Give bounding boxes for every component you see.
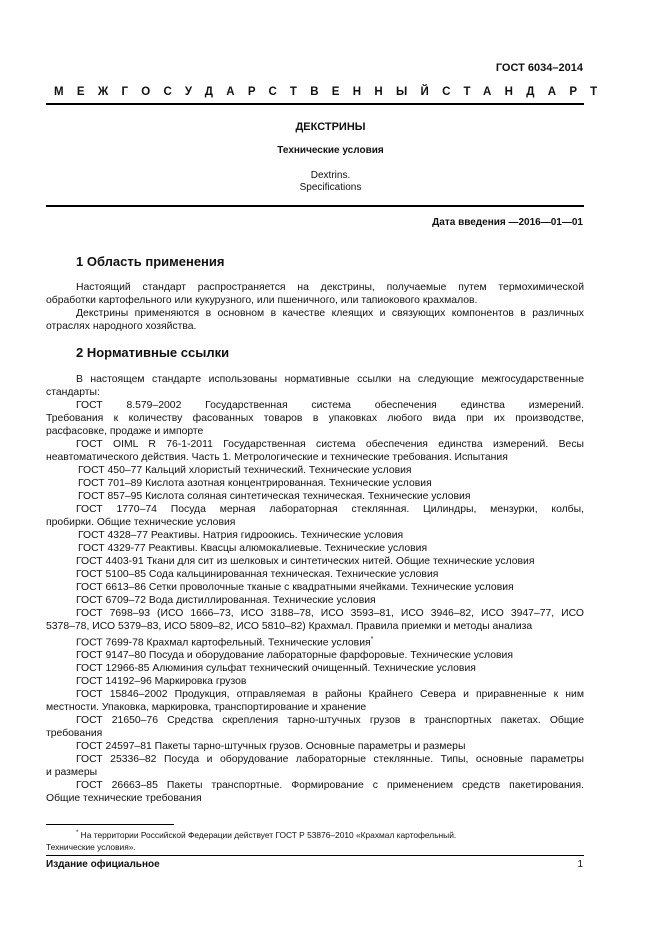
doc-code: ГОСТ 6034–2014 [495,62,583,74]
intro-date: Дата введения —2016—01—01 [432,217,583,228]
title-rule [46,205,584,207]
text-line: В настоящем стандарте использованы нормативные ссылки на следующие межгосударственные [76,374,584,385]
text-line: стандарты: [46,387,100,398]
doc-subtitle: Технические условия [277,145,384,156]
doc-title: ДЕКСТРИНЫ [295,121,366,133]
text-line: отраслях народного хозяйства. [46,321,197,332]
en-title: Dextrins. [310,170,351,181]
text-line: ГОСТ 7698–93 (ИСО 1666–73, ИСО 3188–78, ИСО 3593–81, ИСО 3946–82, ИСО 3947–77, ИСО [76,608,584,619]
text-line: и размеры [46,767,98,779]
text-line: ГОСТ 450–77 Кальций хлористый технический. Технические условия [78,465,412,476]
text-line: ГОСТ 12966-85 Алюминия сульфат технический очищенный. Технические условия [76,663,476,675]
section-2-heading: 2 Нормативные ссылки [76,345,230,360]
text-line: 5378–78, ИСО 5379–83, ИСО 5809–82, ИСО 5810–82) Крахмал. Правила приемки и методы анализа [46,621,533,632]
banner-right: СТАНДАРТ [442,86,611,98]
text-line-content: ГОСТ 7699-78 Крахмал картофельный. Технические условия [76,637,371,649]
footnote-text: На территории Российской Федерации действует ГОСТ Р 53876–2010 «Крахмал картофельный. [80,830,457,840]
text-line: ГОСТ 14192–96 Маркировка грузов [76,676,247,688]
text-line: ГОСТ 8.579–2002 Государственная система обеспечения единства измерений. [76,400,584,411]
text-line: ГОСТ 701–89 Кислота азотная концентрированная. Технические условия [78,478,432,489]
section-1-heading: 1 Область применения [76,254,225,269]
text-line: пробирки. Общие технические условия [46,517,236,528]
text-line: ГОСТ 9147–80 Посуда и оборудование лабораторные фарфоровые. Технические условия [76,650,513,662]
text-line: Требования к количеству фасованных товаров в упаковках любого вида при их производстве, [46,413,584,424]
page-number: 1 [577,859,583,870]
edition-label: Издание официальное [46,859,160,870]
text-line: расфасовке, продаже и импорте [46,426,204,437]
text-line: ГОСТ 4329-77 Реактивы. Квасцы алюмокалиевые. Технические условия [78,543,428,554]
standard-banner [54,86,611,98]
text-line: ГОСТ OIML R 76-1-2011 Государственная система обеспечения единства измерений. Весы [76,439,584,450]
doc-title-english [0,170,661,194]
banner-left: МЕЖГОСУДАРСТВЕННЫЙ [54,86,443,98]
footnote-line [46,829,584,841]
text-line: требования [46,728,103,740]
text-line: ГОСТ 15846–2002 Продукция, отправляемая в районы Крайнего Севера и приравненные к ним [76,689,584,701]
text-line: местности. Упаковка, маркировка, транспортирование и хранение [46,702,367,714]
text-line: ГОСТ 857–95 Кислота соляная синтетическая техническая. Технические условия [78,491,471,502]
text-line: неавтоматического действия. Часть 1. Метрологические и технические требования. Испытания [46,452,508,463]
text-line: Общие технические требования [46,793,202,805]
text-line: ГОСТ 6709–72 Вода дистиллированная. Технические условия [76,595,376,606]
text-line: ГОСТ 26663–85 Пакеты транспортные. Формирование с применением средств пакетирования. [76,780,584,792]
section-1-body [46,281,584,333]
footnote-rule [46,824,174,825]
text-line: обработки картофельного или кукурузного, или пшеничного, или тапиокового крахмалов. [46,295,478,306]
text-line: Настоящий стандарт распространяется на декстрины, получаемые путем термохимической [76,282,584,293]
en-subtitle: Specifications [299,182,362,193]
top-rule [46,103,584,105]
footnote-mark: * [76,830,79,836]
text-line: ГОСТ 4328–77 Реактивы. Натрия гидроокись. Технические условия [78,530,404,541]
text-line: Декстрины применяются в основном в качестве клеящих и связующих компонентов в различных [76,308,584,319]
footnote-line: Технические условия». [46,842,136,852]
footnote-mark: * [370,636,374,643]
text-line: ГОСТ 1770–74 Посуда мерная лабораторная стеклянная. Цилиндры, мензурки, колбы, [76,504,584,515]
text-line: ГОСТ 6613–86 Сетки проволочные тканые с квадратными ячейками. Технические условия [76,582,514,593]
footnote [46,829,584,853]
text-line: ГОСТ 25336–82 Посуда и оборудование лабораторные стеклянные. Типы, основные параметры [76,754,584,766]
text-line: ГОСТ 21650–76 Средства скрепления тарно-штучных грузов в транспортных пакетах. Общие [76,715,584,727]
text-line: ГОСТ 5100–85 Сода кальцинированная техническая. Технические условия [76,569,439,580]
text-line: ГОСТ 24597–81 Пакеты тарно-штучных грузов. Основные параметры и размеры [76,741,466,753]
text-line: ГОСТ 4403-91 Ткани для сит из шелковых и синтетических нитей. Общие технические условия [76,556,535,567]
text-line [46,633,584,649]
bottom-rule [46,855,584,856]
section-2-body [46,373,584,805]
